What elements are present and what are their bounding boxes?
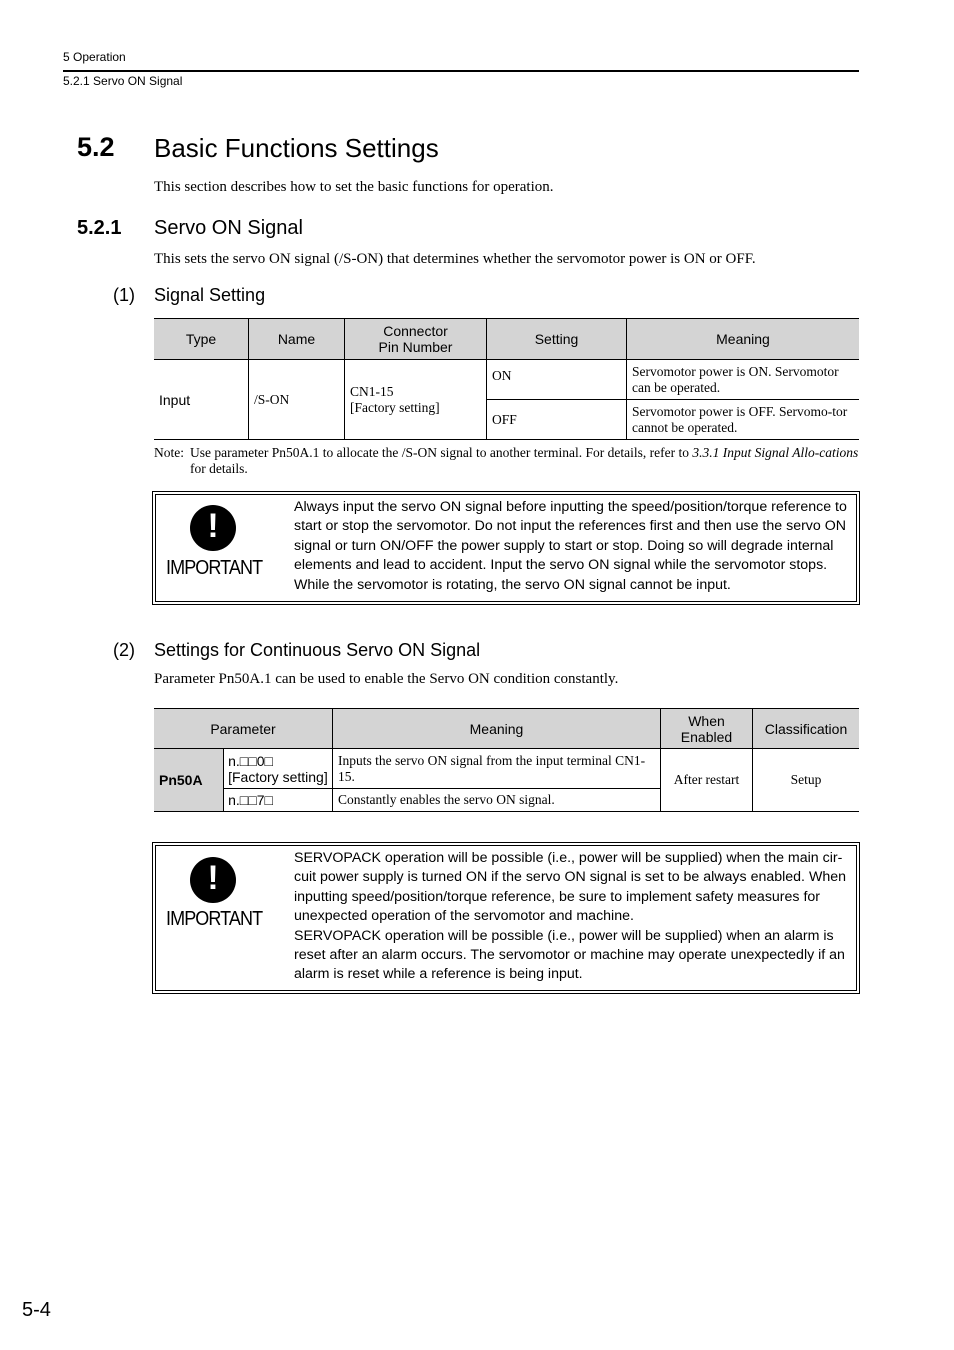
note-reference-link[interactable]: 3.3.1 Input Signal Allo-cations bbox=[692, 445, 859, 460]
important-paragraph-2: SERVOPACK operation will be possible (i.e., power will be supplied) when an alarm is reset after an alarm occurs. The servomotor or machine may operate unexpectedly if an alarm is reset while a reference is being input. bbox=[294, 927, 845, 983]
note-body bbox=[190, 445, 859, 477]
col-header-parameter: Parameter bbox=[154, 709, 333, 749]
item1-title: Signal Setting bbox=[154, 285, 266, 305]
subsection-number: 5.2.1 bbox=[77, 217, 122, 239]
col-header-meaning: Meaning bbox=[333, 709, 661, 749]
parameter-table bbox=[154, 708, 859, 812]
setting-on-cell: ON bbox=[487, 360, 627, 400]
item2-intro: Parameter Pn50A.1 can be used to enable the Servo ON condition constantly. bbox=[154, 671, 619, 687]
exclamation-icon: ! bbox=[190, 505, 236, 551]
param-value-cell: n.□□7□ bbox=[224, 789, 333, 812]
important-paragraph-1: SERVOPACK operation will be possible (i.e., power will be supplied) when the main cir-cuit power supply is turned ON if the servo ON signal is set to be always enabled. When inputting speed/position/torque reference, be sure to implement safety measures for unexpected operation of the servomotor and machine. bbox=[294, 850, 847, 925]
signal-table bbox=[154, 318, 859, 440]
subsection-title: Servo ON Signal bbox=[154, 217, 303, 239]
item2-title: Settings for Continuous Servo ON Signal bbox=[154, 640, 481, 660]
important-box-2 bbox=[152, 842, 860, 994]
important-text-1: Always input the servo ON signal before inputting the speed/position/torque reference to start or stop the servomotor. Do not input the references first and then use the servo ON signal or turn ON/OFF the power supply to start or stop. Doing so will degrade internal elements and lead to accident. Input the servo ON signal while the servomotor stops. While the servomotor is rotating, the servo ON signal cannot be input. bbox=[294, 499, 847, 593]
classification-cell: Setup bbox=[753, 749, 860, 812]
note-text-end: for details. bbox=[190, 461, 248, 476]
important-box-2-inner bbox=[155, 845, 857, 991]
note-text: Use parameter Pn50A.1 to allocate the /S-ON signal to another terminal. For details, refer to bbox=[190, 445, 693, 460]
signal-pin-cell: CN1-15 [Factory setting] bbox=[345, 360, 487, 440]
meaning-on-cell: Servomotor power is ON. Servomotor can be operated. bbox=[627, 360, 860, 400]
param-value-cell: n.□□0□ [Factory setting] bbox=[224, 749, 333, 789]
col-header-setting: Setting bbox=[487, 319, 627, 360]
signal-name-cell: /S-ON bbox=[249, 360, 345, 440]
item2-number: (2) bbox=[113, 640, 135, 660]
param-meaning-cell: Constantly enables the servo ON signal. bbox=[333, 789, 661, 812]
important-box-1-inner bbox=[155, 494, 857, 602]
col-header-pin: Connector Pin Number bbox=[345, 319, 487, 360]
signal-type-cell: Input bbox=[154, 360, 249, 440]
when-enabled-cell: After restart bbox=[661, 749, 753, 812]
note bbox=[154, 445, 859, 477]
header-chapter: 5 Operation bbox=[63, 50, 126, 64]
section-title: Basic Functions Settings bbox=[154, 133, 439, 163]
note-label: Note: bbox=[154, 445, 184, 460]
section-number: 5.2 bbox=[77, 132, 115, 162]
important-text-2 bbox=[294, 849, 848, 985]
param-name-cell: Pn50A bbox=[154, 749, 224, 812]
col-header-meaning: Meaning bbox=[627, 319, 860, 360]
meaning-off-cell: Servomotor power is OFF. Servomo-tor cannot be operated. bbox=[627, 400, 860, 440]
page-number: 5-4 bbox=[22, 1299, 51, 1321]
section-intro: This section describes how to set the basic functions for operation. bbox=[154, 179, 554, 195]
header-rule bbox=[63, 70, 859, 72]
header-section: 5.2.1 Servo ON Signal bbox=[63, 74, 183, 88]
item1-number: (1) bbox=[113, 285, 135, 305]
important-label: IMPORTANT bbox=[166, 908, 263, 930]
col-header-when-enabled: When Enabled bbox=[661, 709, 753, 749]
col-header-classification: Classification bbox=[753, 709, 860, 749]
col-header-type: Type bbox=[154, 319, 249, 360]
param-meaning-cell: Inputs the servo ON signal from the input terminal CN1-15. bbox=[333, 749, 661, 789]
important-label: IMPORTANT bbox=[166, 557, 263, 579]
setting-off-cell: OFF bbox=[487, 400, 627, 440]
exclamation-icon: ! bbox=[190, 857, 236, 903]
subsection-intro: This sets the servo ON signal (/S-ON) that determines whether the servomotor power is ON or OFF. bbox=[154, 251, 756, 267]
col-header-name: Name bbox=[249, 319, 345, 360]
important-box-1 bbox=[152, 491, 860, 605]
